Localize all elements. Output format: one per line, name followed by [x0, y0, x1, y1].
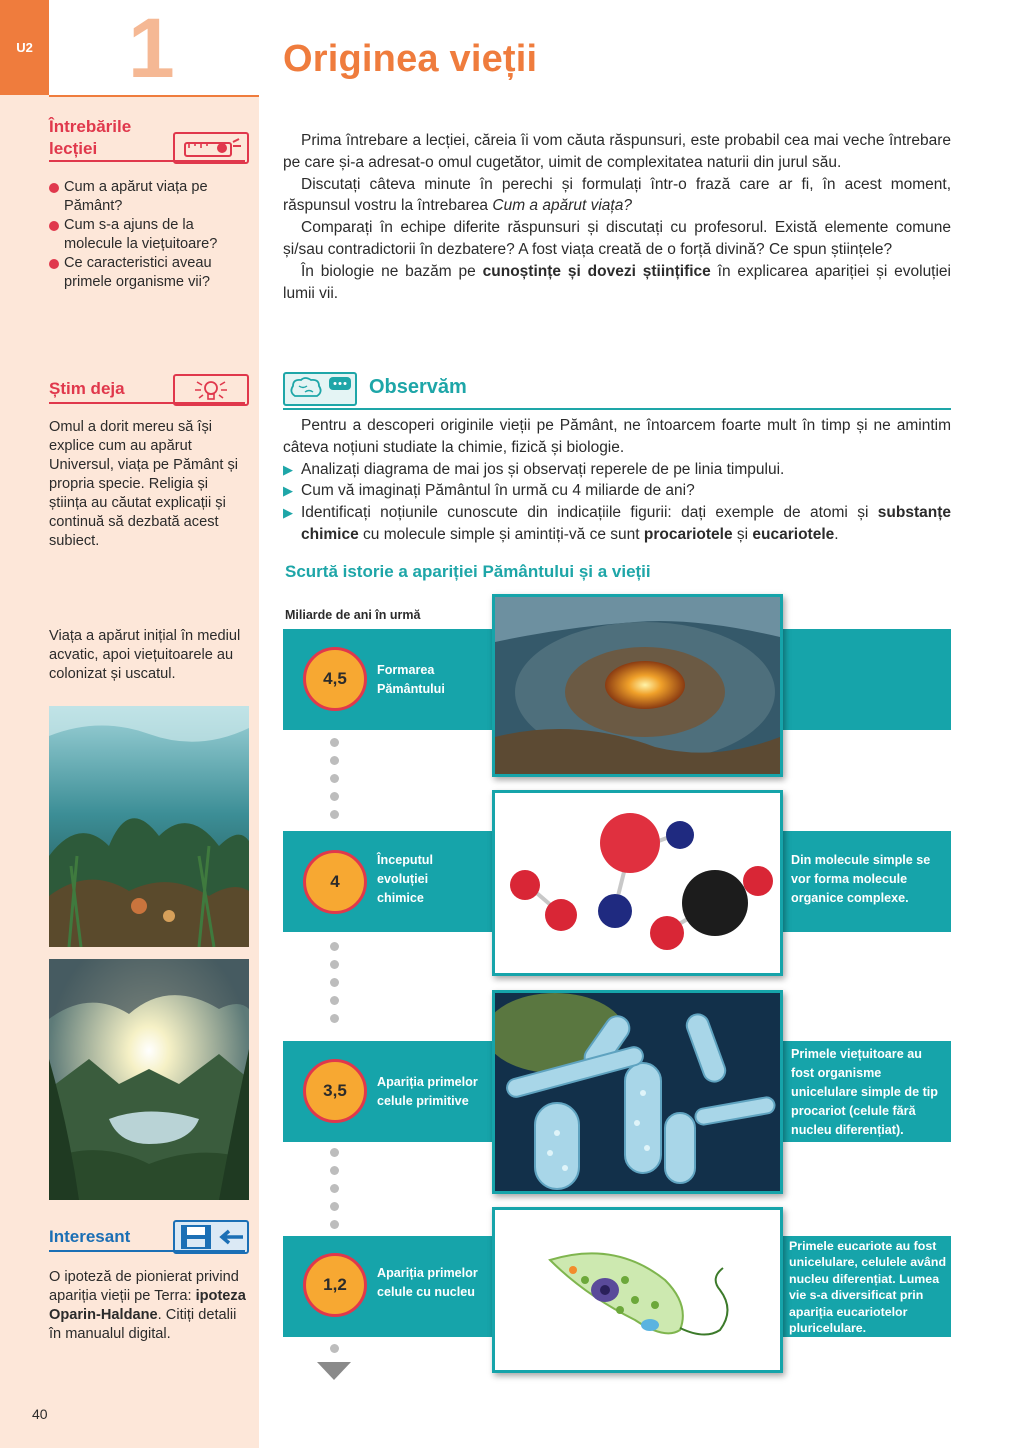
chapter-number: 1	[128, 1, 175, 95]
timeline-event-label: Apariția primelor celule primitive	[377, 1075, 478, 1108]
timeline-event-description: Din molecule simple se vor forma molecule organice complexe.	[791, 853, 931, 905]
interesting-text	[49, 1268, 249, 1344]
known-heading: Știm deja	[49, 379, 125, 398]
timeline-event-label: Formarea Pământului	[377, 663, 445, 696]
observe-item: ▶ Cum vă imaginați Pământul în urmă cu 4 miliarde de ani?	[283, 480, 951, 502]
timeline-axis-label: Miliarde de ani în urmă	[285, 608, 421, 622]
timeline-value: 1,2	[303, 1253, 367, 1317]
timeline-dot	[330, 810, 339, 819]
timeline-dot	[330, 1202, 339, 1211]
underwater-image	[49, 706, 249, 947]
page-title: Originea vieții	[283, 38, 538, 80]
euglena-image	[492, 1207, 783, 1373]
timeline-event-description: Primele eucariote au fost unicelulare, celulele având nucleu diferențiat. Lumea vie s-a diversificat prin apariția eucariotelor pluricelulare.	[789, 1239, 947, 1336]
timeline-event-label: Apariția primelor celule cu nucleu	[377, 1266, 478, 1299]
timeline-value: 4,5	[303, 647, 367, 711]
known-text: Omul a dorit mereu să își explice cum au apărut Universul, viața pe Pământ și propria specie. Religia și știința au căutat explicații și continuă să dezbată acest subiect.	[49, 419, 238, 549]
timeline-dot	[330, 1184, 339, 1193]
term-prokaryotes: procariotele	[643, 525, 733, 543]
intro-p4-end: în explicarea apariției și evoluției lumii vii.	[283, 262, 952, 302]
intro-p2-text: Discutați câteva minute în perechi și formulați într-o frază care ar fi, în acest moment, răspunsul vostru la întrebarea	[283, 175, 951, 215]
observe-b3-end: .	[834, 525, 839, 543]
term-eukaryotes: eucariotele	[752, 525, 835, 543]
intro-paragraph-2	[283, 174, 951, 218]
timeline-dot	[330, 774, 339, 783]
intro-paragraph-3: Comparați în echipe diferite răspunsuri și discutați cu profesorul. Există elemente comune și/sau contradictorii în dezbatere? A fost viața creată de o forță divină? Ce spun științele?	[283, 219, 951, 258]
timeline-dot	[330, 1148, 339, 1157]
timeline-dot	[330, 1344, 339, 1353]
observe-paragraph: Pentru a descoperi originile vieții pe Pământ, ne întoarcem foarte mult în timp și ne amintim câteva noțiuni studiate la chimie, fizică și biologie.	[283, 417, 951, 456]
question-item: Ce caracteristici aveau primele organisme vii?	[49, 254, 249, 292]
interesting-rule	[49, 1250, 245, 1252]
interesting-text-end: . Citiți detalii în manualul digital.	[49, 1307, 237, 1342]
timeline-dot	[330, 738, 339, 747]
questions-heading: Întrebările lecției	[49, 117, 132, 158]
timeline-dot	[330, 1166, 339, 1175]
floppy-arrow-icon	[173, 1220, 249, 1254]
observe-b3-mid: cu molecule simple și amintiți-vă ce sunt	[358, 525, 644, 543]
questions-list	[49, 178, 249, 292]
aquatic-note: Viața a apărut inițial în mediul acvatic, apoi viețuitoarele au colonizat și uscatul.	[49, 628, 241, 682]
molecules-image	[492, 790, 783, 976]
intro-p4-bold: cunoștințe și dovezi științifice	[482, 262, 711, 280]
observe-heading: Observăm	[369, 376, 467, 398]
unit-label: U2	[16, 40, 33, 55]
interesting-text-start: O ipoteză de pionierat privind apariția vieții pe Terra:	[49, 1269, 239, 1304]
landscape-image	[49, 959, 249, 1200]
known-rule	[49, 402, 245, 404]
earth-formation-image	[492, 594, 783, 777]
timeline-value: 3,5	[303, 1059, 367, 1123]
intro-text	[283, 130, 951, 304]
timeline-dot	[330, 978, 339, 987]
page-number: 40	[32, 1406, 48, 1422]
brain-speech-icon	[283, 372, 357, 406]
intro-paragraph-4	[283, 261, 951, 305]
term-substances: substanțe chimice	[301, 504, 951, 543]
questions-rule	[49, 160, 245, 162]
observe-b3-text: Identificați noțiunile cunoscute din indicațiile figurii: dați exemple de atomi și	[301, 504, 878, 522]
question-item: Cum s-a ajuns de la molecule la viețuitoare?	[49, 216, 249, 254]
timeline-dot	[330, 1220, 339, 1229]
intro-p4-text: În biologie ne bazăm pe	[301, 262, 483, 280]
timeline-value: 4	[303, 850, 367, 914]
bacteria-image	[492, 990, 783, 1194]
observe-text	[283, 415, 951, 546]
observe-list	[283, 459, 951, 546]
interesting-heading: Interesant	[49, 1227, 131, 1246]
unit-tab	[0, 0, 49, 95]
timeline-dot	[330, 960, 339, 969]
timeline-dot	[330, 942, 339, 951]
timeline-dot	[330, 1014, 339, 1023]
timeline-title: Scurtă istorie a apariției Pământului și a vieții	[285, 562, 651, 581]
intro-paragraph-1: Prima întrebare a lecției, căreia îi vom căuta răspunsuri, este probabil cea mai veche întrebare pe care și-a adresat-o omul cugetător, uimit de complexitatea naturii din jurul său.	[283, 132, 951, 171]
observe-item: ▶ Analizați diagrama de mai jos și observați reperele de pe linia timpului.	[283, 459, 951, 481]
observe-rule	[283, 408, 951, 410]
intro-question: Cum a apărut viața?	[492, 197, 632, 215]
timeline-dot	[330, 792, 339, 801]
timeline-event-description: Primele viețuitoare au fost organisme unicelulare simple de tip procariot (celule fără nucleu diferențiat).	[791, 1047, 938, 1137]
observe-b3-and: și	[732, 525, 753, 543]
hypothesis-name: ipoteza Oparin-Haldane	[49, 1288, 246, 1323]
timeline-arrow-down-icon	[317, 1362, 351, 1380]
timeline-dot	[330, 996, 339, 1005]
observe-item	[283, 502, 951, 546]
question-item: Cum a apărut viața pe Pământ?	[49, 178, 249, 216]
timeline-dot	[330, 756, 339, 765]
timeline-event-label: Începutul evoluției chimice	[377, 853, 433, 905]
